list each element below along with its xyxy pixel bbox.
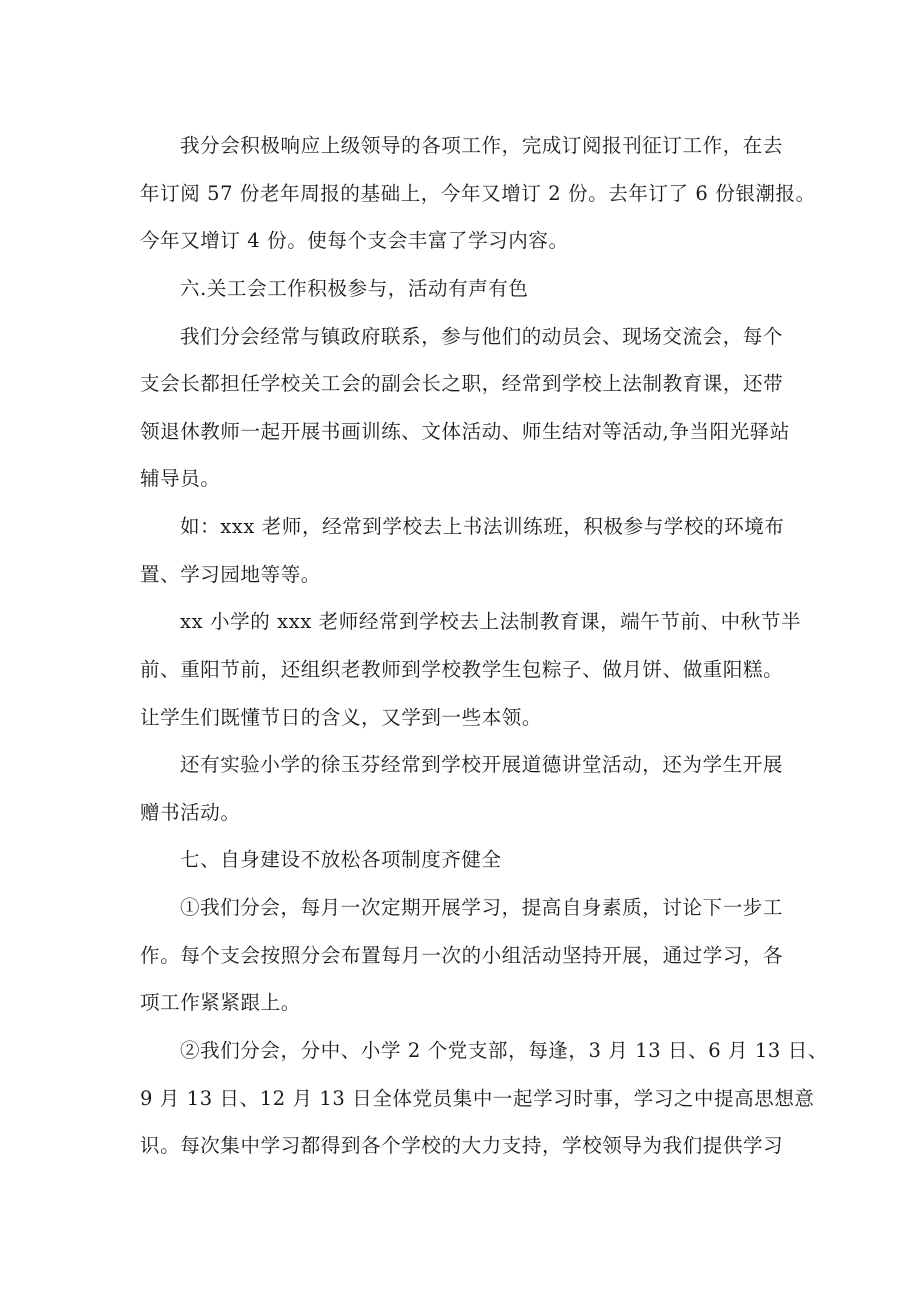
- section-heading: 六.关工会工作积极参与，活动有声有色: [180, 277, 529, 300]
- paragraph-line: 赠书活动。: [140, 801, 241, 824]
- paragraph-line: 我们分会经常与镇政府联系，参与他们的动员会、现场交流会，每个: [180, 325, 784, 348]
- paragraph-line: ①我们分会，每月一次定期开展学习，提高自身素质，讨论下一步工: [180, 896, 784, 919]
- paragraph-line: 置、学习园地等等。: [140, 563, 321, 586]
- paragraph-line: 还有实验小学的徐玉芬经常到学校开展道德讲堂活动，还为学生开展: [180, 753, 784, 776]
- paragraph-line: 年订阅 57 份老年周报的基础上，今年又增订 2 份。去年订了 6 份银潮报。: [140, 182, 816, 205]
- paragraph-line: 让学生们既懂节日的含义，又学到一些本领。: [140, 706, 543, 729]
- section-heading: 七、自身建设不放松各项制度齐健全: [180, 848, 502, 871]
- paragraph-line: xx 小学的 xxx 老师经常到学校去上法制教育课，端午节前、中秋节半: [180, 610, 802, 633]
- paragraph-line: 今年又增订 4 份。使每个支会丰富了学习内容。: [140, 229, 569, 252]
- paragraph-line: 前、重阳节前，还组织老教师到学校教学生包粽子、做月饼、做重阳糕。: [140, 658, 784, 681]
- paragraph-line: 识。每次集中学习都得到各个学校的大力支持，学校领导为我们提供学习: [140, 1134, 784, 1157]
- paragraph-line: 作。每个支会按照分会布置每月一次的小组活动坚持开展，通过学习，各: [140, 944, 784, 967]
- paragraph-line: 项工作紧紧跟上。: [140, 991, 301, 1014]
- paragraph-line: 支会长都担任学校关工会的副会长之职，经常到学校上法制教育课，还带: [140, 372, 784, 395]
- paragraph-line: 领退休教师一起开展书画训练、文体活动、师生结对等活动,争当阳光驿站: [140, 420, 790, 443]
- paragraph-line: ②我们分会，分中、小学 2 个党支部，每逢，3 月 13 日、6 月 13 日、: [180, 1039, 828, 1062]
- paragraph-line: 如：xxx 老师，经常到学校去上书法训练班，积极参与学校的环境布: [180, 515, 785, 538]
- paragraph-line: 辅导员。: [140, 467, 221, 490]
- paragraph-line: 我分会积极响应上级领导的各项工作，完成订阅报刊征订工作，在去: [180, 134, 784, 157]
- paragraph-line: 9 月 13 日、12 月 13 日全体党员集中一起学习时事，学习之中提高思想意: [140, 1087, 815, 1110]
